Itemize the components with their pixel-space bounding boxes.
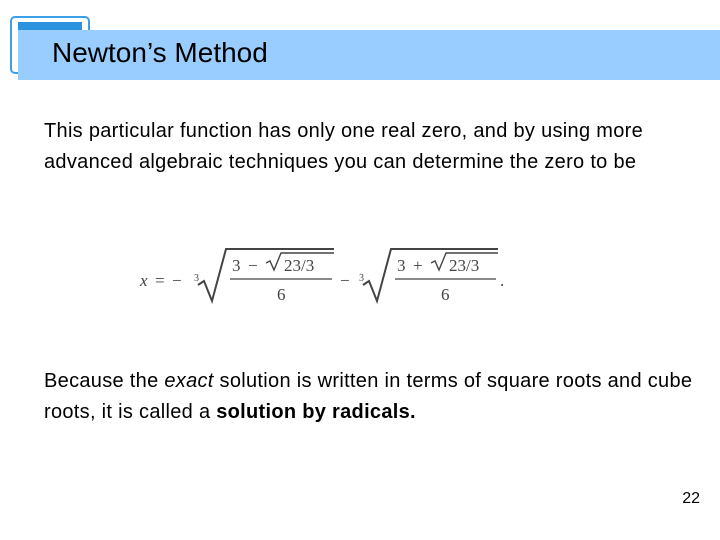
solution-by-radicals-term: solution by radicals.	[216, 401, 416, 423]
conclusion-paragraph	[44, 366, 704, 428]
formula-period: .	[500, 271, 505, 290]
slide-title: Newton’s Method	[52, 37, 268, 68]
cube-root-formula	[138, 243, 508, 307]
denominator-1: 6	[277, 285, 286, 304]
conclusion-text-start: Because the	[44, 370, 165, 392]
exact-emphasis: exact	[164, 370, 214, 392]
formula-minus-2: −	[340, 271, 350, 290]
numerator-2-a: 3	[397, 256, 406, 275]
numerator-2-op: +	[413, 256, 423, 275]
root-index-2: 3	[359, 273, 364, 284]
numerator-2-sqrt: 23/3	[449, 256, 480, 275]
formula-x: x	[140, 271, 148, 290]
root-index-1: 3	[194, 273, 199, 284]
intro-paragraph: This particular function has only one real zero, and by using more advanced algebraic techniques you can determine the zero to be	[44, 120, 643, 173]
formula-equals: =	[155, 271, 165, 290]
denominator-2: 6	[441, 285, 450, 304]
conclusion-text-middle: solution is written in terms of square roots and cube roots, it is called a	[44, 370, 693, 423]
numerator-1-a: 3	[232, 256, 241, 275]
formula-minus-1: −	[172, 271, 182, 290]
slide-number: 22	[682, 490, 700, 507]
numerator-1-sqrt: 23/3	[284, 256, 315, 275]
numerator-1-op: −	[248, 256, 258, 275]
